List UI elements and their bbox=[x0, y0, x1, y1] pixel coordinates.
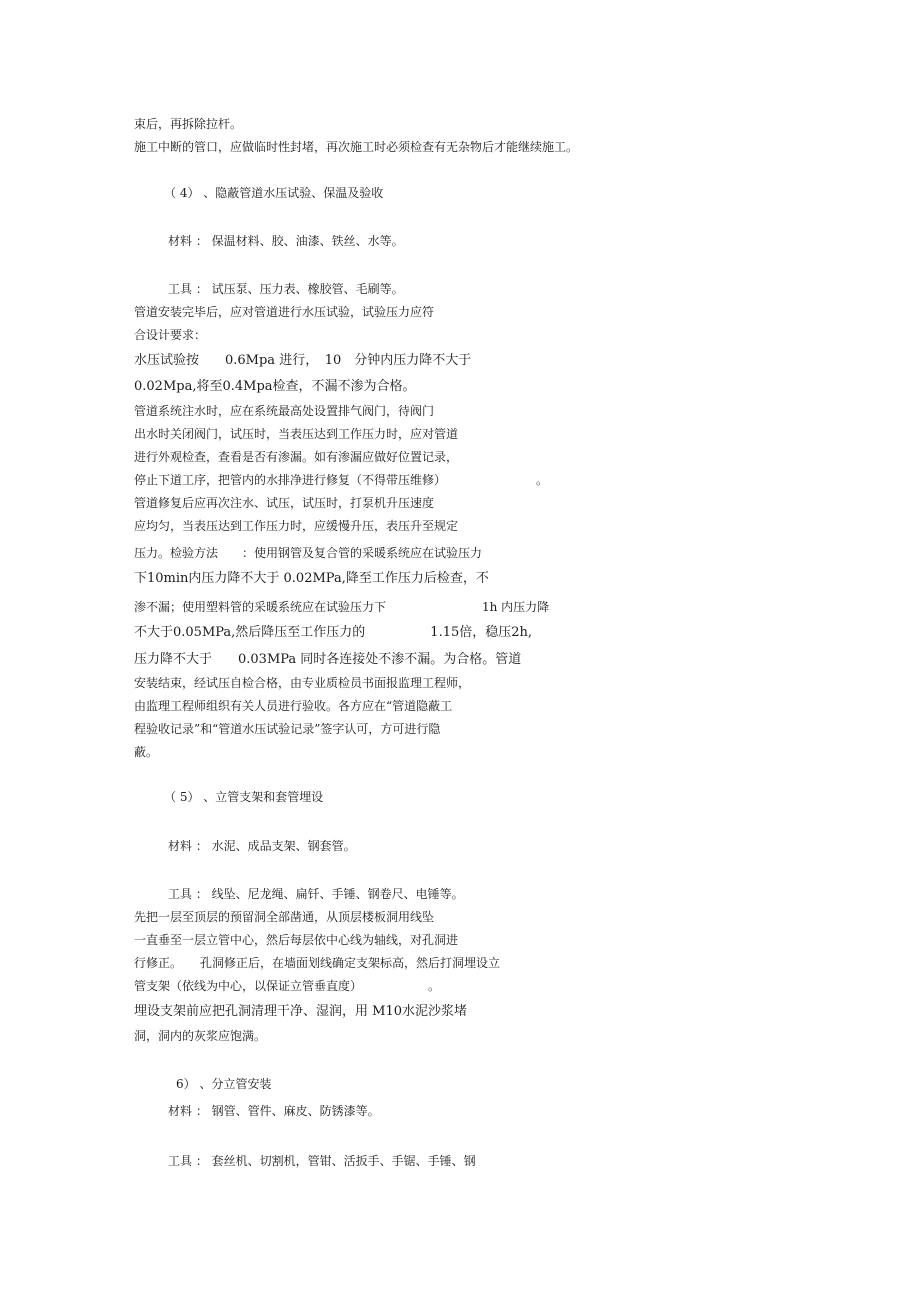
section-4-body-line: 管道系统注水时，应在系统最高处设置排气阀门，待阀门 bbox=[134, 404, 435, 418]
section-4-body-line: 安装结束，经试压自检合格，由专业质检员书面报监理工程师， bbox=[134, 676, 471, 690]
section-4-body-line: 下10min内压力降不大于 0.02MPa,降至工作压力后检查，不 bbox=[134, 571, 489, 586]
section-4-body-line: 停止下道工序，把管内的水排净进行修复（不得带压维修） 。 bbox=[134, 473, 549, 487]
section-5-body-line: 先把一层至顶层的预留洞全部凿通，从顶层楼板洞用线坠 bbox=[134, 910, 435, 924]
section-4-body-line: 水压试验按 0.6Mpa 进行， 10 分钟内压力降不大于 bbox=[134, 353, 472, 368]
section-4-tools: 工具 ： 试压泵、压力表、橡胶管、毛刷等。 bbox=[168, 282, 404, 296]
section-5-heading: （ 5） 、立管支架和套管埋设 bbox=[164, 790, 324, 804]
section-4-body-line: 合设计要求： bbox=[134, 328, 207, 342]
section-4-heading: （ 4） 、隐蔽管道水压试验、保温及验收 bbox=[164, 186, 384, 200]
section-5-body-line: 管支架（依线为中心，以保证立管垂直度） 。 bbox=[134, 979, 441, 993]
section-4-body-line: 管道安装完毕后，应对管道进行水压试验，试验压力应符 bbox=[134, 305, 435, 319]
section-4-body-line: 管道修复后应再次注水、试压，试压时，打泵机升压速度 bbox=[134, 496, 435, 510]
section-4-body-line: 应均匀，当表压达到工作压力时，应缓慢升压，表压升至规定 bbox=[134, 519, 459, 533]
section-4-body-line: 0.02Mpa,将至0.4Mpa检查，不漏不渗为合格。 bbox=[134, 379, 416, 394]
section-5-tools: 工具 ： 线坠、尼龙绳、扁钎、手锤、钢卷尺、电锤等。 bbox=[168, 887, 464, 901]
section-5-body-line: 一直垂至一层立管中心，然后每层依中心线为轴线，对孔洞进 bbox=[134, 933, 459, 947]
section-4-body-line: 渗不漏；使用塑料管的采暖系统应在试验压力下 1h 内压力降 bbox=[134, 600, 550, 614]
section-6-heading: 6） 、分立管安装 bbox=[176, 1077, 272, 1091]
section-4-materials: 材料 ： 保温材料、胶、油漆、铁丝、水等。 bbox=[168, 234, 404, 248]
section-4-body-line: 程验收记录”和“管道水压试验记录”签字认可，方可进行隐 bbox=[134, 722, 441, 736]
section-4-body-line: 不大于0.05MPa,然后降压至工作压力的 1.15倍，稳压2h, bbox=[134, 625, 533, 640]
section-4-body-line: 蔽。 bbox=[134, 745, 159, 759]
section-4-body-line: 压力降不大于 0.03MPa 同时各连接处不渗不漏。为合格。管道 bbox=[134, 652, 522, 667]
section-5-body-line: 埋设支架前应把孔洞清理干净、湿润，用 M10水泥沙浆堵 bbox=[134, 1004, 467, 1019]
intro-line-1: 束后，再拆除拉杆。 bbox=[134, 117, 243, 131]
section-6-tools: 工具 ： 套丝机、切割机，管钳、活扳手、手锯、手锤、钢 bbox=[168, 1154, 476, 1168]
section-5-body-line: 洞，洞内的灰浆应饱满。 bbox=[134, 1029, 267, 1043]
section-6-materials: 材料 ： 钢管、管件、麻皮、防锈漆等。 bbox=[168, 1104, 380, 1118]
section-4-body-line: 由监理工程师组织有关人员进行验收。各方应在“管道隐蔽工 bbox=[134, 699, 453, 713]
section-4-body-line: 出水时关闭阀门，试压时，当表压达到工作压力时，应对管道 bbox=[134, 427, 459, 441]
section-5-materials: 材料 ： 水泥、成品支架、钢套管。 bbox=[168, 839, 356, 853]
section-4-body-line: 进行外观检查，查看是否有渗漏。如有渗漏应做好位置记录， bbox=[134, 450, 459, 464]
section-5-body-line: 行修正。 孔洞修正后，在墙面划线确定支架标高，然后打洞埋设立 bbox=[134, 956, 501, 970]
section-4-body-line: 压力。检验方法 ：使用钢管及复合管的采暖系统应在试验压力 bbox=[134, 546, 483, 560]
intro-line-2: 施工中断的管口，应做临时性封堵，再次施工时必须检查有无杂物后才能继续施工。 bbox=[134, 140, 579, 154]
